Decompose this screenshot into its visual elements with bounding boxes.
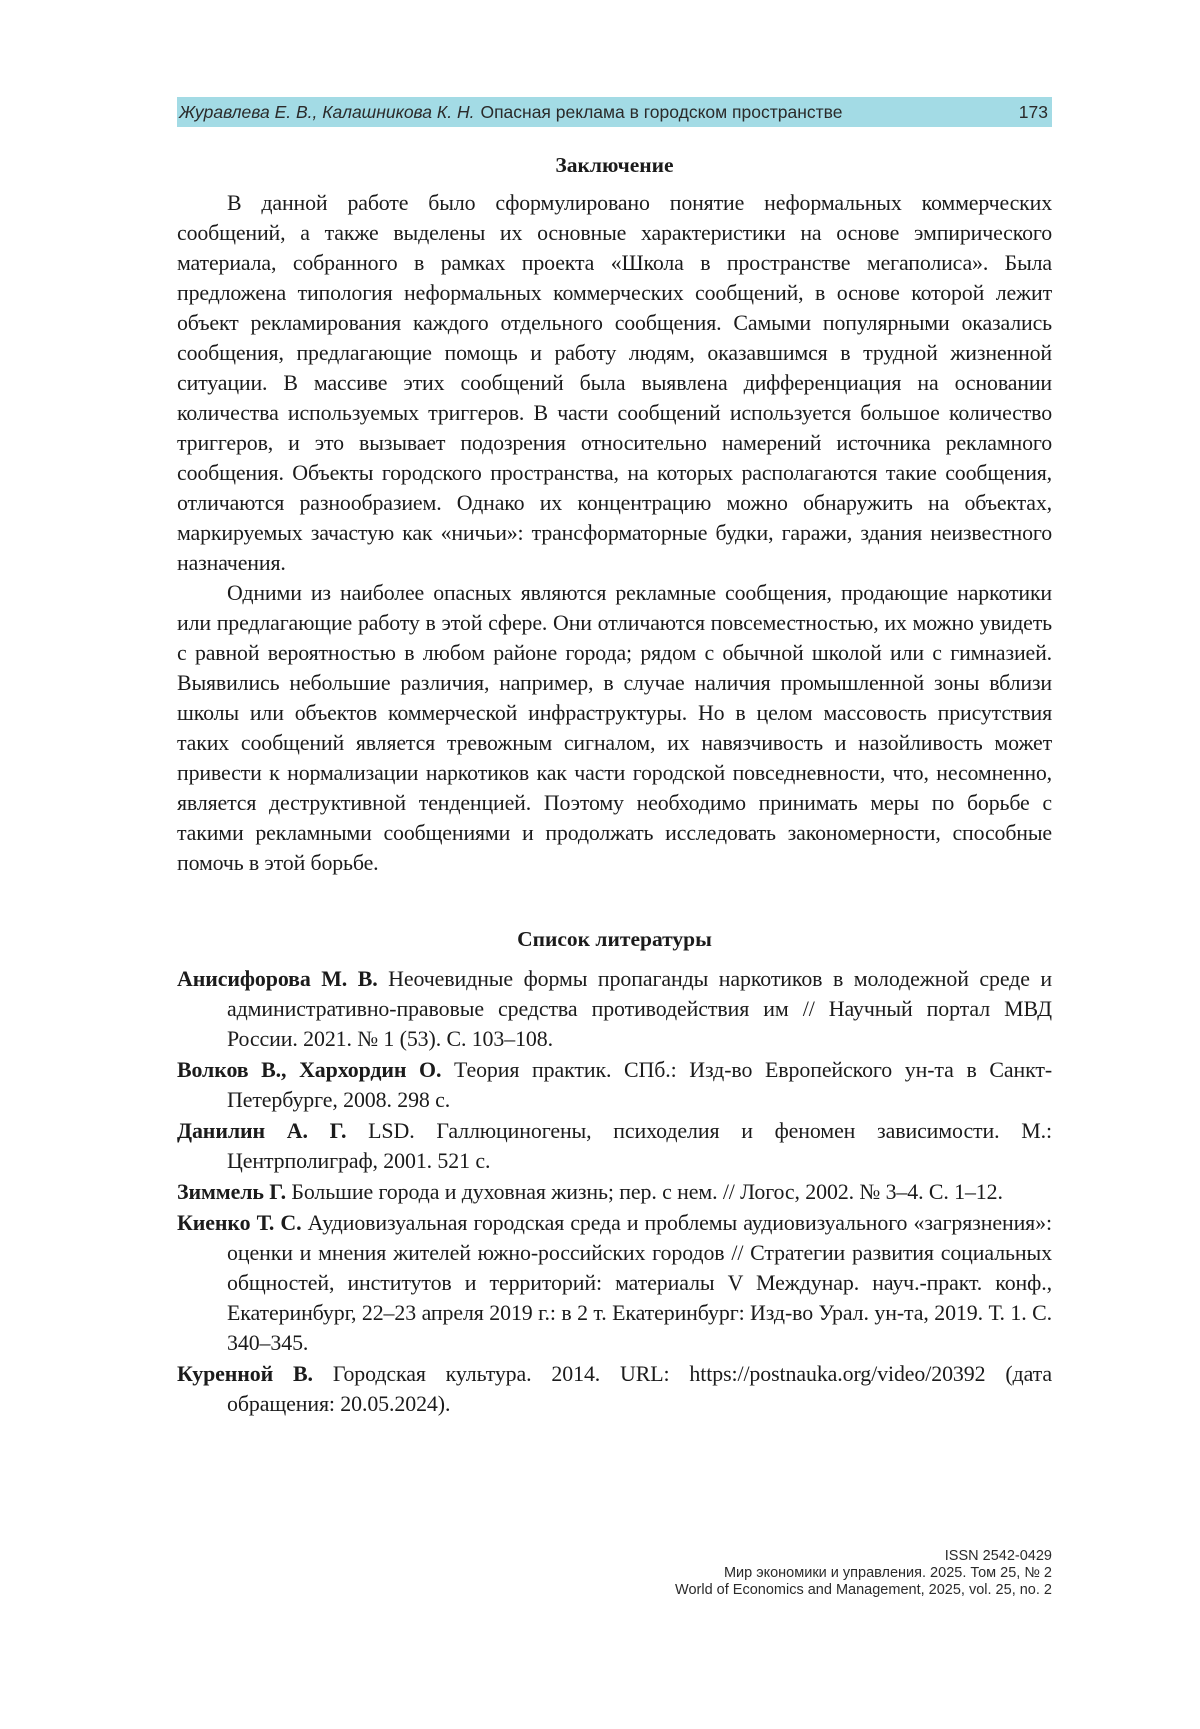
reference-item xyxy=(177,1208,1052,1358)
reference-text: Теория практик. СПб.: Изд-во Европейского ун-та в Санкт-Петербурге, 2008. 298 с. xyxy=(227,1057,1053,1112)
header-article-title: Опасная реклама в городском пространстве xyxy=(480,102,843,122)
journal-footer xyxy=(675,1548,1052,1599)
conclusion-paragraph-2: Одними из наиболее опасных являются рекламные сообщения, продающие наркотики или предлагающие работу в этой сфере. Они отличаются повсеместностью, их можно увидеть с равной вероятностью в любом районе города; рядом с обычной школой или с гимназией. Выявились небольшие различия, например, в случае наличия промышленной зоны вблизи школы или объектов коммерческой инфраструктуры. Но в целом массовость присутствия таких сообщений является тревожным сигналом, их навязчивость и назойливость может привести к нормализации наркотиков как части городской повседневности, что, несомненно, является деструктивной тенденцией. Поэтому необходимо принимать меры по борьбе с такими рекламными сообщениями и продолжать исследовать закономерности, способные помочь в этой борьбе. xyxy=(177,580,1052,875)
reference-author: Данилин А. Г. xyxy=(177,1118,347,1143)
reference-author: Куренной В. xyxy=(177,1361,313,1386)
reference-author: Киенко Т. С. xyxy=(177,1210,302,1235)
header-authors-and-title xyxy=(179,97,843,127)
references-heading: Список литературы xyxy=(517,927,712,951)
footer-journal-en: World of Economics and Management, 2025, vol. 25, no. 2 xyxy=(675,1582,1052,1598)
reference-item xyxy=(177,1177,1052,1207)
running-header xyxy=(177,97,1052,127)
conclusion-paragraph-1: В данной работе было сформулировано понятие неформальных коммерческих сообщений, а также выделены их основные характеристики на основе эмпирического материала, собранного в рамках проекта «Школа в пространстве мегаполиса». Была предложена типология неформальных коммерческих сообщений, в основе которой лежит объект рекламирования каждого отдельного сообщения. Самыми популярными оказались сообщения, предлагающие помощь и работу людям, оказавшимся в трудной жизненной ситуации. В массиве этих сообщений была выявлена дифференциация на основании количества используемых триггеров. В части сообщений используется большое количество триггеров, и это вызывает подозрения относительно намерений источника рекламного сообщения. Объекты городского пространства, на которых располагаются такие сообщения, отличаются разнообразием. Однако их концентрацию можно обнаружить на объектах, маркируемых зачастую как «ничьи»: трансформаторные будки, гаражи, здания неизвестного назначения. xyxy=(177,190,1052,575)
footer-journal-ru: Мир экономики и управления. 2025. Том 25, № 2 xyxy=(723,1565,1052,1581)
reference-item xyxy=(177,1359,1052,1419)
reference-text: Большие города и духовная жизнь; пер. с нем. // Логос, 2002. № 3–4. С. 1–12. xyxy=(291,1179,1003,1204)
references-list xyxy=(177,964,1052,1419)
article-body xyxy=(177,150,1052,1420)
reference-item xyxy=(177,1116,1052,1176)
reference-item xyxy=(177,1055,1052,1115)
reference-author: Волков В., Хархордин О. xyxy=(177,1057,442,1082)
conclusion-heading: Заключение xyxy=(555,153,674,177)
reference-author: Анисифорова М. В. xyxy=(177,966,378,991)
reference-text: Городская культура. 2014. URL: https://postnauka.org/video/20392 (дата обращения: 20.05.2024). xyxy=(227,1361,1052,1416)
header-authors: Журавлева Е. В., Калашникова К. Н. xyxy=(179,102,475,122)
reference-author: Зиммель Г. xyxy=(177,1179,286,1204)
page-number: 173 xyxy=(1018,102,1048,122)
reference-text: Аудиовизуальная городская среда и проблемы аудиовизуального «загрязнения»: оценки и мнения жителей южно-российских городов // Стратегии развития социальных общностей, институтов и территорий: материалы V Междунар. науч.-практ. конф., Екатеринбург, 22–23 апреля 2019 г.: в 2 т. Екатеринбург: Изд-во Урал. ун-та, 2019. Т. 1. С. 340–345. xyxy=(227,1210,1052,1355)
reference-item xyxy=(177,964,1052,1054)
reference-text: Неочевидные формы пропаганды наркотиков в молодежной среде и административно-правовые средства противодействия им // Научный портал МВД России. 2021. № 1 (53). С. 103–108. xyxy=(227,966,1053,1051)
footer-issn: ISSN 2542-0429 xyxy=(944,1548,1052,1564)
reference-text: LSD. Галлюциногены, психоделия и феномен зависимости. М.: Центрполиграф, 2001. 521 с. xyxy=(227,1118,1052,1173)
